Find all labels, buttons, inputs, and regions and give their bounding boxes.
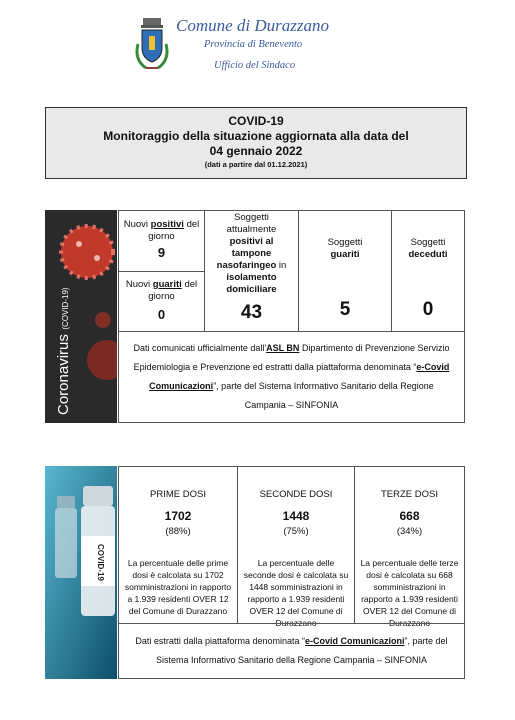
second-doses-cell <box>237 466 355 628</box>
recovered-value: 5 <box>339 299 351 320</box>
third-doses-value: 668 <box>399 509 420 523</box>
new-recovered-value: 0 <box>157 307 166 322</box>
province-name: Provincia di Benevento <box>204 39 303 50</box>
positive-pre: Soggetti attualmente <box>226 212 277 235</box>
vaccine-note-text-b: ”, parte del Sistema Informativo Sanitario della Regione Campania – SINFONIA <box>155 636 448 665</box>
coronavirus-label: Coronavirus <box>55 334 72 415</box>
report-title: COVID-19 <box>228 114 284 128</box>
municipality-name: Comune di Durazzano <box>176 16 330 35</box>
first-doses-cell <box>118 466 238 624</box>
third-doses-description: La percentuale delle terze dosi è calcolata su 668 somministrazioni in rapporto a 1.939 residenti OVER 12 del Comune di Durazzano <box>360 558 459 628</box>
vaccine-image <box>45 466 117 679</box>
report-date: 04 gennaio 2022 <box>209 144 303 158</box>
report-title-box <box>45 107 467 179</box>
cases-note-text-b: Dipartimento di Prevenzione Servizio Epidemiologia e Prevenzione ed estratti dalla piattaforma denominata “ <box>133 343 450 372</box>
cases-source-note <box>118 331 465 423</box>
cases-note-text-a: Dati comunicati ufficialmente dall' <box>133 343 267 353</box>
deceased-value: 0 <box>422 299 434 320</box>
positive-mid: in <box>276 260 287 271</box>
asl-bn-label: ASL BN <box>266 343 300 353</box>
report-data-range: (dati a partire dal 01.12.2021) <box>204 160 308 169</box>
new-positive-cell <box>118 210 205 272</box>
cases-note-text-c: ”, parte del Sistema Informativo Sanitario della Regione Campania – SINFONIA <box>213 381 434 410</box>
second-doses-value: 1448 <box>282 509 310 523</box>
first-doses-description: La percentuale delle prime dosi è calcolata su 1702 somministrazioni in rapporto a 1.939 residenti OVER 12 del Comune di Durazzano <box>124 558 232 616</box>
new-positive-value: 9 <box>157 245 166 260</box>
office-name: Ufficio del Sindaco <box>214 60 296 71</box>
deceased-cell <box>391 210 465 332</box>
second-doses-label: SECONDE DOSI <box>259 489 333 500</box>
first-doses-value: 1702 <box>164 509 192 523</box>
first-doses-label: PRIME DOSI <box>150 489 206 500</box>
new-recovered-post: del giorno <box>148 279 198 302</box>
third-doses-percent: (34%) <box>396 526 423 537</box>
deceased-pre: Soggetti <box>410 237 446 248</box>
isolation-keyword: isolamento domiciliare <box>226 272 277 295</box>
new-recovered-pre: Nuovi <box>125 279 153 290</box>
new-positive-keyword: positivi <box>150 219 184 230</box>
vaccine-vial-illustration <box>45 466 117 679</box>
deceased-keyword: deceduti <box>408 249 448 260</box>
vaccine-ecovid-platform-label: e-Covid Comunicazioni <box>305 636 405 646</box>
covid-label: (COVID-19) <box>61 287 70 330</box>
vial-label-text: COVID-19 <box>96 544 105 581</box>
third-doses-label: TERZE DOSI <box>380 489 438 500</box>
new-recovered-keyword: guariti <box>152 279 182 290</box>
cases-table <box>118 210 465 423</box>
new-recovered-cell <box>118 271 205 332</box>
third-doses-cell <box>354 466 465 628</box>
vaccine-note-text-a: Dati estratti dalla piattaforma denominata “ <box>135 636 306 646</box>
second-doses-description: La percentuale delle seconde dosi è calcolata su 1448 somministrazioni in rapporto a 1.939 residenti OVER 12 del Comune di Durazzano <box>243 558 349 628</box>
new-positive-pre: Nuovi <box>123 219 151 230</box>
recovered-pre: Soggetti <box>327 237 363 248</box>
ecovid-platform-label: e-Covid Comunicazioni <box>149 362 450 391</box>
coronavirus-image <box>45 210 117 423</box>
recovered-cell <box>298 210 392 332</box>
positive-value: 43 <box>240 302 263 323</box>
positive-isolation-cell <box>204 210 299 332</box>
report-subtitle: Monitoraggio della situazione aggiornata alla data del <box>103 129 409 143</box>
recovered-keyword: guariti <box>330 249 360 260</box>
municipal-crest-logo <box>132 16 172 76</box>
vaccination-table <box>118 466 465 679</box>
first-doses-percent: (88%) <box>165 526 191 537</box>
vaccination-source-note <box>118 623 465 679</box>
second-doses-percent: (75%) <box>283 526 309 537</box>
positive-keyword: positivi al tampone nasofaringeo <box>216 236 277 271</box>
new-positive-post: del giorno <box>148 219 200 242</box>
